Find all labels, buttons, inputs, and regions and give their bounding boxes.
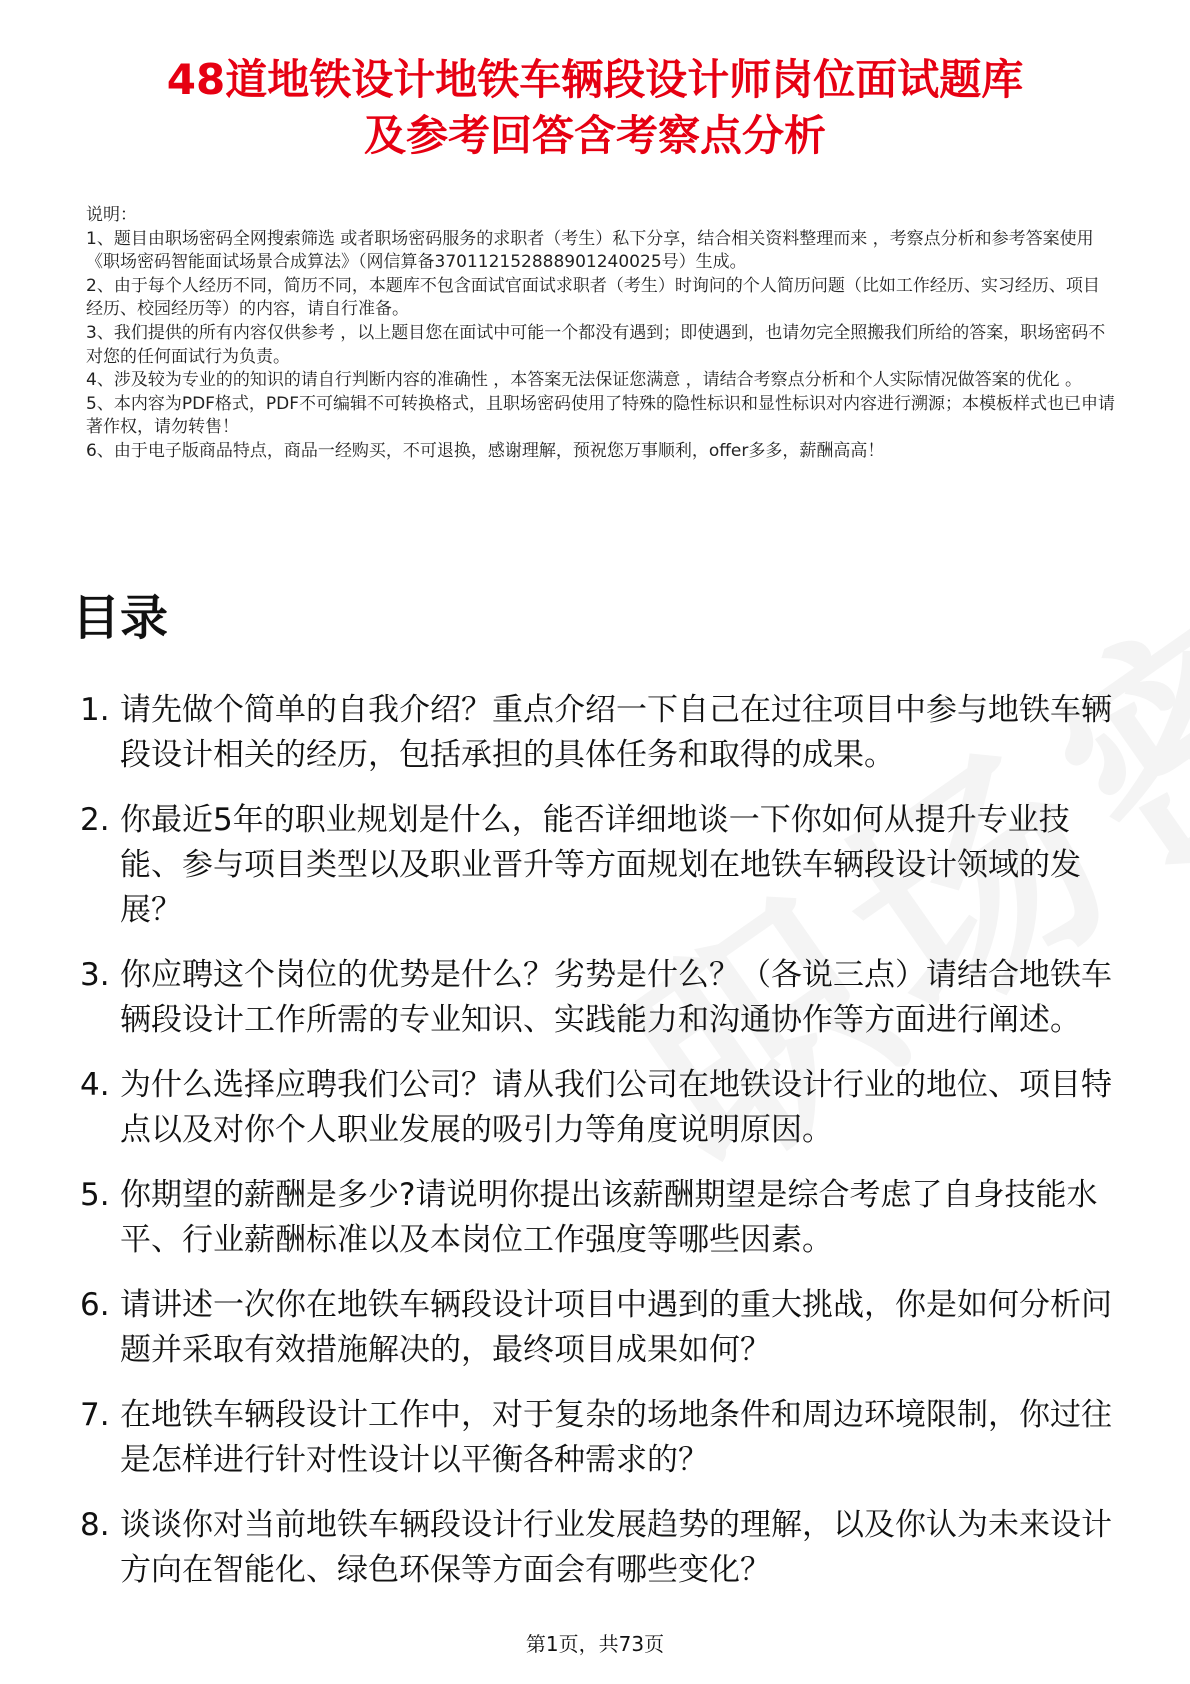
toc-item-text: 在地铁车辆段设计工作中，对于复杂的场地条件和周边环境限制，你过往是怎样进行针对性设计以平衡各种需求的？ bbox=[120, 1397, 1112, 1478]
toc-item-text: 你最近5年的职业规划是什么，能否详细地谈一下你如何从提升专业技能、参与项目类型以及职业晋升等方面规划在地铁车辆段设计领域的发展？ bbox=[120, 802, 1081, 928]
title-line-2: 及参考回答含考察点分析 bbox=[363, 111, 826, 160]
toc-item-text: 请讲述一次你在地铁车辆段设计项目中遇到的重大挑战，你是如何分析问题并采取有效措施解决的，最终项目成果如何？ bbox=[120, 1287, 1112, 1368]
notes-section bbox=[86, 204, 1116, 464]
toc-item-number: 4. bbox=[80, 1067, 110, 1103]
toc-item[interactable] bbox=[80, 1503, 1120, 1593]
toc-item[interactable] bbox=[80, 798, 1120, 933]
toc-item[interactable] bbox=[80, 1063, 1120, 1153]
note-item-6: 6、由于电子版商品特点，商品一经购买，不可退换，感谢理解，预祝您万事顺利，offer多多，薪酬高高！ bbox=[86, 440, 885, 461]
notes-heading: 说明： bbox=[86, 205, 137, 225]
toc-item-number: 5. bbox=[80, 1177, 110, 1213]
toc-item-text: 请先做个简单的自我介绍？重点介绍一下自己在过往项目中参与地铁车辆段设计相关的经历，包括承担的具体任务和取得的成果。 bbox=[120, 692, 1112, 773]
toc-item-number: 2. bbox=[80, 802, 110, 838]
toc-item-number: 6. bbox=[80, 1287, 110, 1323]
toc-item-text: 谈谈你对当前地铁车辆段设计行业发展趋势的理解，以及你认为未来设计方向在智能化、绿色环保等方面会有哪些变化？ bbox=[120, 1507, 1112, 1588]
toc-item-number: 8. bbox=[80, 1507, 110, 1543]
toc-heading: 目录 bbox=[72, 590, 169, 646]
toc-list bbox=[80, 688, 1120, 1613]
document-title bbox=[60, 52, 1130, 164]
note-item-4: 4、涉及较为专业的的知识的请自行判断内容的准确性 ，本答案无法保证您满意 ，请结合考察点分析和个人实际情况做答案的优化 。 bbox=[86, 370, 1083, 391]
note-item-3: 3、我们提供的所有内容仅供参考 ，以上题目您在面试中可能一个都没有遇到；即使遇到，也请勿完全照搬我们所给的答案，职场密码不对您的任何面试行为负责。 bbox=[86, 322, 1106, 367]
toc-item[interactable] bbox=[80, 688, 1120, 778]
toc-item-number: 1. bbox=[80, 692, 110, 728]
toc-item[interactable] bbox=[80, 1283, 1120, 1373]
toc-item[interactable] bbox=[80, 1173, 1120, 1263]
toc-item-text: 你期望的薪酬是多少?请说明你提出该薪酬期望是综合考虑了自身技能水平、行业薪酬标准以及本岗位工作强度等哪些因素。 bbox=[120, 1177, 1098, 1258]
toc-item-text: 你应聘这个岗位的优势是什么？劣势是什么？（各说三点）请结合地铁车辆段设计工作所需的专业知识、实践能力和沟通协作等方面进行阐述。 bbox=[120, 957, 1112, 1038]
toc-item-number: 7. bbox=[80, 1397, 110, 1433]
toc-item-number: 3. bbox=[80, 957, 110, 993]
title-line-1: 48道地铁设计地铁车辆段设计师岗位面试题库 bbox=[166, 55, 1024, 104]
note-item-1: 1、题目由职场密码全网搜索筛选 或者职场密码服务的求职者（考生）私下分享，结合相关资料整理而来 ，考察点分析和参考答案使用《职场密码智能面试场景合成算法》（网信算备370112152888901240025号）生成。 bbox=[86, 228, 1094, 273]
toc-item[interactable] bbox=[80, 1393, 1120, 1483]
toc-item-text: 为什么选择应聘我们公司？请从我们公司在地铁设计行业的地位、项目特点以及对你个人职业发展的吸引力等角度说明原因。 bbox=[120, 1067, 1112, 1148]
toc-item[interactable] bbox=[80, 953, 1120, 1043]
note-item-2: 2、由于每个人经历不同，简历不同，本题库不包含面试官面试求职者（考生）时询问的个人简历问题（比如工作经历、实习经历、项目经历、校园经历等）的内容，请自行准备。 bbox=[86, 275, 1100, 320]
page-number: 第1页，共73页 bbox=[525, 1632, 665, 1656]
note-item-5: 5、本内容为PDF格式，PDF不可编辑不可转换格式，且职场密码使用了特殊的隐性标识和显性标识对内容进行溯源；本模板样式也已申请著作权，请勿转售！ bbox=[86, 393, 1116, 438]
